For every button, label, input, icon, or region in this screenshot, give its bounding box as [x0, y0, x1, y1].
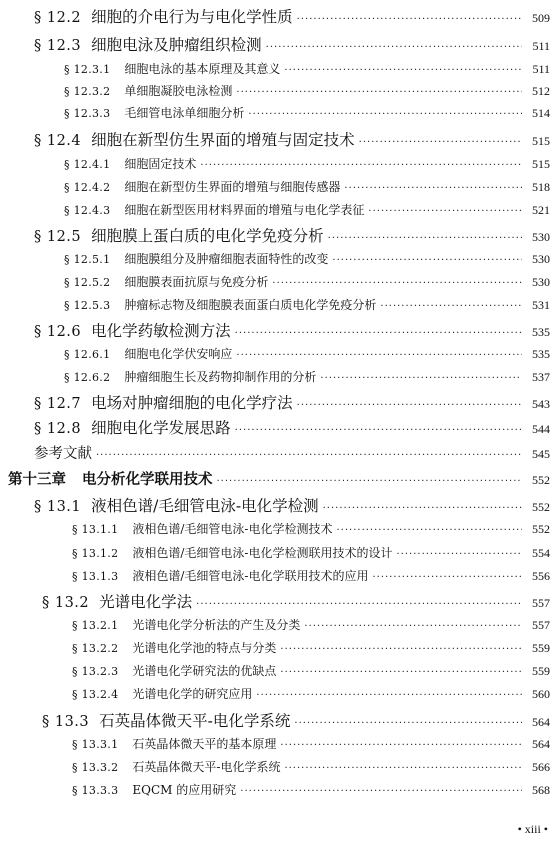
toc-entry[interactable]	[72, 639, 550, 656]
toc-entry[interactable]	[64, 296, 550, 313]
section-number: § 12.6.1	[64, 348, 111, 361]
section-number: § 12.6	[34, 324, 82, 340]
leader-dots	[256, 690, 522, 701]
toc-entry[interactable]	[72, 662, 550, 679]
leader-dots	[200, 160, 522, 171]
page-number: 544	[532, 422, 550, 436]
page-number: 531	[532, 298, 550, 312]
leader-dots	[280, 667, 522, 678]
section-title: 细胞的介电行为与电化学性质	[91, 8, 293, 26]
leader-dots	[328, 233, 522, 244]
section-title: 细胞电化学发展思路	[91, 419, 231, 437]
toc-entry[interactable]	[34, 416, 550, 438]
page-number: 511	[532, 62, 550, 76]
toc-entry[interactable]	[72, 758, 550, 775]
section-title: 肿瘤细胞生长及药物抑制作用的分析	[124, 370, 317, 384]
section-number: § 12.3.3	[64, 107, 111, 120]
section-number: § 13.3.3	[72, 784, 119, 797]
leader-dots	[323, 503, 522, 514]
section-title: 光谱电化学法	[99, 593, 193, 611]
section-number: § 12.4.2	[64, 181, 111, 194]
section-number: § 12.2	[34, 10, 82, 26]
page-number: 564	[532, 737, 550, 751]
section-title: 细胞在新型仿生界面的增殖与固定技术	[91, 131, 355, 149]
page-number: 530	[532, 252, 550, 266]
section-title: EQCM 的应用研究	[132, 783, 237, 797]
page-number: 521	[532, 203, 550, 217]
section-number: § 12.5.1	[64, 253, 111, 266]
toc-entry[interactable]	[34, 128, 550, 150]
page-number: 535	[532, 325, 550, 339]
section-title: 细胞固定技术	[124, 157, 197, 171]
leader-dots	[368, 206, 522, 217]
page-footer-number: • xiii •	[517, 822, 548, 836]
toc-entry[interactable]	[64, 345, 550, 362]
section-title: 电化学药敏检测方法	[91, 322, 231, 340]
leader-dots	[284, 763, 522, 774]
toc-entry[interactable]	[34, 319, 550, 341]
toc-entry[interactable]	[34, 494, 550, 516]
toc-entry[interactable]	[34, 391, 550, 413]
page-number: 515	[532, 157, 550, 171]
page-number: 557	[532, 618, 550, 632]
toc-entry-chapter[interactable]	[8, 468, 550, 489]
leader-dots	[235, 425, 522, 436]
page-number: 568	[532, 783, 550, 797]
page-number: 535	[532, 347, 550, 361]
page-number: 518	[532, 180, 550, 194]
toc-entry[interactable]	[64, 368, 550, 385]
section-number: § 13.2.1	[72, 619, 119, 632]
leader-dots	[235, 328, 522, 339]
page-number: 530	[532, 275, 550, 289]
section-title: 光谱电化学分析法的产生及分类	[132, 618, 301, 632]
section-title: 细胞膜组分及肿瘤细胞表面特性的改变	[124, 252, 329, 266]
leader-dots	[217, 476, 523, 487]
toc-entry[interactable]	[72, 735, 550, 752]
page-number: 552	[532, 500, 550, 514]
section-number: § 12.3	[34, 38, 82, 54]
toc-entry[interactable]	[64, 273, 550, 290]
section-title: 液相色谱/毛细管电泳-电化学检测技术	[132, 522, 333, 536]
toc-entry[interactable]	[64, 82, 550, 99]
toc-entry[interactable]	[72, 520, 550, 537]
section-title: 细胞电化学伏安响应	[124, 347, 233, 361]
section-number: § 12.4.3	[64, 204, 111, 217]
section-title: 电场对肿瘤细胞的电化学疗法	[91, 394, 293, 412]
page-number: 512	[532, 84, 550, 98]
leader-dots	[297, 400, 522, 411]
section-title: 液相色谱/毛细管电泳-电化学联用技术的应用	[132, 569, 369, 583]
page-number: 509	[532, 11, 550, 25]
toc-entry[interactable]	[64, 201, 550, 218]
section-title: 细胞膜上蛋白质的电化学免疫分析	[91, 227, 324, 245]
page-number: 557	[532, 596, 550, 610]
chapter-number: 第十三章	[8, 472, 66, 488]
toc-entry[interactable]	[64, 60, 550, 77]
section-number: § 13.2.2	[72, 642, 119, 655]
section-number: § 12.5	[34, 229, 82, 245]
leader-dots	[320, 373, 522, 384]
toc-entry[interactable]	[64, 104, 550, 121]
section-title: 肿瘤标志物及细胞膜表面蛋白质电化学免疫分析	[124, 298, 377, 312]
section-title: 液相色谱/毛细管电泳-电化学检测	[91, 497, 319, 515]
page-number: 545	[532, 447, 550, 461]
section-number: § 12.7	[34, 396, 82, 412]
page-number: 556	[532, 569, 550, 583]
toc-entry[interactable]	[72, 685, 550, 702]
page-number: 564	[532, 715, 550, 729]
leader-dots	[332, 255, 522, 266]
leader-dots	[236, 350, 522, 361]
section-number: § 13.1.3	[72, 570, 119, 583]
section-title: 液相色谱/毛细管电泳-电化学检测联用技术的设计	[132, 546, 393, 560]
section-number: § 12.4	[34, 133, 82, 149]
chapter-title: 电分析化学联用技术	[82, 472, 213, 488]
section-number: § 13.3.2	[72, 761, 119, 774]
toc-entry[interactable]	[42, 709, 550, 731]
page-number: 559	[532, 664, 550, 678]
section-number: § 12.3.2	[64, 85, 111, 98]
leader-dots	[304, 621, 522, 632]
section-number: § 13.2	[42, 595, 90, 611]
section-title: 细胞电泳的基本原理及其意义	[124, 62, 281, 76]
section-number: § 13.3	[42, 714, 90, 730]
section-number: § 13.2.3	[72, 665, 119, 678]
toc-entry[interactable]	[64, 155, 550, 172]
section-title: 细胞在新型医用材料界面的增殖与电化学表征	[124, 203, 365, 217]
page-number: 566	[532, 760, 550, 774]
section-number: § 12.6.2	[64, 371, 111, 384]
toc-entry[interactable]	[34, 224, 550, 246]
page-number: 537	[532, 370, 550, 384]
leader-dots	[380, 301, 522, 312]
page-number: 530	[532, 230, 550, 244]
leader-dots	[248, 109, 522, 120]
toc-entry[interactable]	[34, 33, 550, 55]
page-number: 511	[532, 39, 550, 53]
section-title: 细胞膜表面抗原与免疫分析	[124, 275, 269, 289]
page-number: 559	[532, 641, 550, 655]
section-title: 细胞在新型仿生界面的增殖与细胞传感器	[124, 180, 341, 194]
section-title: 单细胞凝胶电泳检测	[124, 84, 233, 98]
section-number: § 12.4.1	[64, 158, 111, 171]
page-number: 560	[532, 687, 550, 701]
leader-dots	[397, 549, 523, 560]
section-number: § 12.5.2	[64, 276, 111, 289]
leader-dots	[280, 644, 522, 655]
toc-entry[interactable]	[64, 178, 550, 195]
section-title: 石英晶体微天平的基本原理	[132, 737, 277, 751]
section-title: 毛细管电泳单细胞分析	[124, 106, 245, 120]
leader-dots	[266, 42, 522, 53]
leader-dots	[96, 450, 522, 461]
toc-entry[interactable]	[34, 5, 550, 27]
leader-dots	[373, 572, 523, 583]
page-number: 554	[532, 546, 550, 560]
leader-dots	[196, 599, 522, 610]
page-number: 514	[532, 106, 550, 120]
section-number: § 13.1.1	[72, 523, 119, 536]
section-number: § 13.1	[34, 499, 82, 515]
section-number: § 13.3.1	[72, 738, 119, 751]
section-number: § 13.1.2	[72, 547, 119, 560]
section-title: 光谱电化学的研究应用	[132, 687, 253, 701]
references-title: 参考文献	[34, 446, 92, 462]
section-title: 光谱电化学池的特点与分类	[132, 641, 277, 655]
section-number: § 12.8	[34, 421, 82, 437]
leader-dots	[272, 278, 522, 289]
toc-entry[interactable]	[72, 544, 550, 561]
page-number: 552	[532, 473, 550, 487]
leader-dots	[236, 87, 522, 98]
leader-dots	[344, 183, 522, 194]
toc-entry[interactable]	[64, 250, 550, 267]
toc-entry[interactable]	[72, 616, 550, 633]
leader-dots	[280, 740, 522, 751]
toc-entry[interactable]	[42, 590, 550, 612]
leader-dots	[297, 14, 522, 25]
leader-dots	[294, 718, 522, 729]
toc-entry-references[interactable]	[34, 442, 550, 463]
leader-dots	[337, 525, 523, 536]
page-number: 515	[532, 134, 550, 148]
section-number: § 12.3.1	[64, 63, 111, 76]
section-number: § 13.2.4	[72, 688, 119, 701]
page-number: 543	[532, 397, 550, 411]
toc-entry[interactable]	[72, 567, 550, 584]
section-title: 石英晶体微天平-电化学系统	[99, 712, 291, 730]
section-number: § 12.5.3	[64, 299, 111, 312]
toc-entry[interactable]	[72, 781, 550, 798]
leader-dots	[240, 786, 522, 797]
section-title: 光谱电化学研究法的优缺点	[132, 664, 277, 678]
leader-dots	[284, 65, 522, 76]
leader-dots	[359, 137, 522, 148]
section-title: 细胞电泳及肿瘤组织检测	[91, 36, 262, 54]
section-title: 石英晶体微天平-电化学系统	[132, 760, 281, 774]
page-number: 552	[532, 522, 550, 536]
